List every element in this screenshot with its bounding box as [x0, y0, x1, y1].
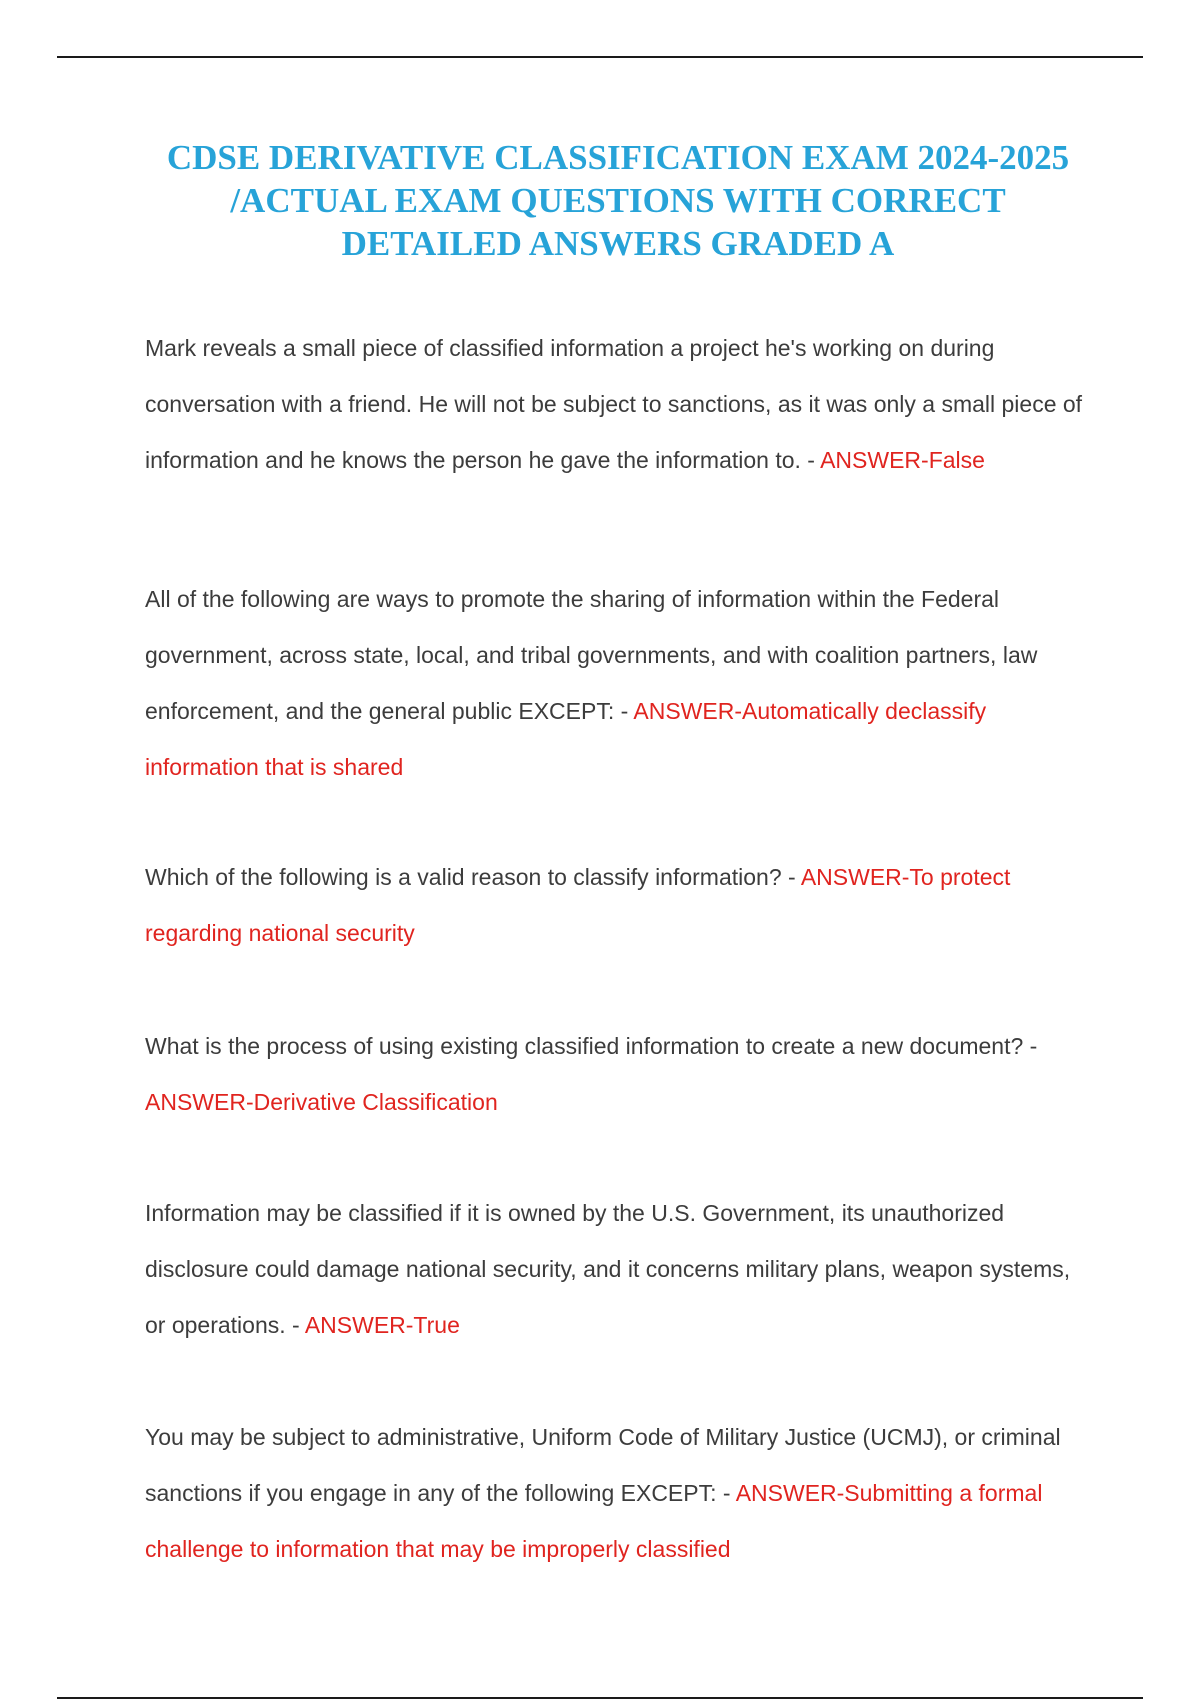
document-title	[100, 136, 1136, 265]
answer-text: ANSWER-Derivative Classification	[145, 1089, 498, 1115]
question-text: What is the process of using existing classified information to create a new document? -	[145, 1033, 1038, 1059]
title-line: CDSE DERIVATIVE CLASSIFICATION EXAM 2024-2025	[166, 138, 1070, 177]
question-text: You may be subject to administrative, Uniform Code of Military Justice (UCMJ), or criminal sanctions if you engage in any of the following EXCEPT: -	[145, 1424, 1061, 1506]
qa-item-information-sharing	[145, 571, 1095, 795]
bottom-divider	[57, 1697, 1143, 1699]
qa-item-derivative-process	[145, 1018, 1095, 1130]
answer-text: ANSWER-True	[304, 1312, 460, 1338]
question-text: Information may be classified if it is owned by the U.S. Government, its unauthorized disclosure could damage national security, and it concerns military plans, weapon systems, or operations. -	[145, 1200, 1071, 1338]
question-text: Which of the following is a valid reason to classify information? -	[145, 864, 801, 890]
qa-item-sanctions-except	[145, 1409, 1095, 1577]
question-text: Mark reveals a small piece of classified information a project he's working on during conversation with a friend. He will not be subject to sanctions, as it was only a small piece of information and he knows the person he gave the information to. -	[145, 335, 1083, 473]
qa-item-sanctions	[145, 320, 1095, 488]
qa-item-valid-reason	[145, 849, 1095, 961]
answer-text: ANSWER-To protect regarding national security	[145, 864, 1011, 946]
answer-text: ANSWER-Submitting a formal challenge to information that may be improperly classified	[145, 1480, 1043, 1562]
answer-text: ANSWER-False	[820, 447, 985, 473]
top-divider	[57, 56, 1143, 58]
question-text: All of the following are ways to promote the sharing of information within the Federal government, across state, local, and tribal governments, and with coalition partners, law enforcement, and the general public EXCEPT: -	[145, 586, 1038, 724]
title-line: DETAILED ANSWERS GRADED A	[341, 224, 895, 263]
title-line: /ACTUAL EXAM QUESTIONS WITH CORRECT	[230, 181, 1006, 220]
answer-text: ANSWER-Automatically declassify information that is shared	[145, 698, 987, 780]
qa-item-classification-criteria	[145, 1185, 1095, 1353]
